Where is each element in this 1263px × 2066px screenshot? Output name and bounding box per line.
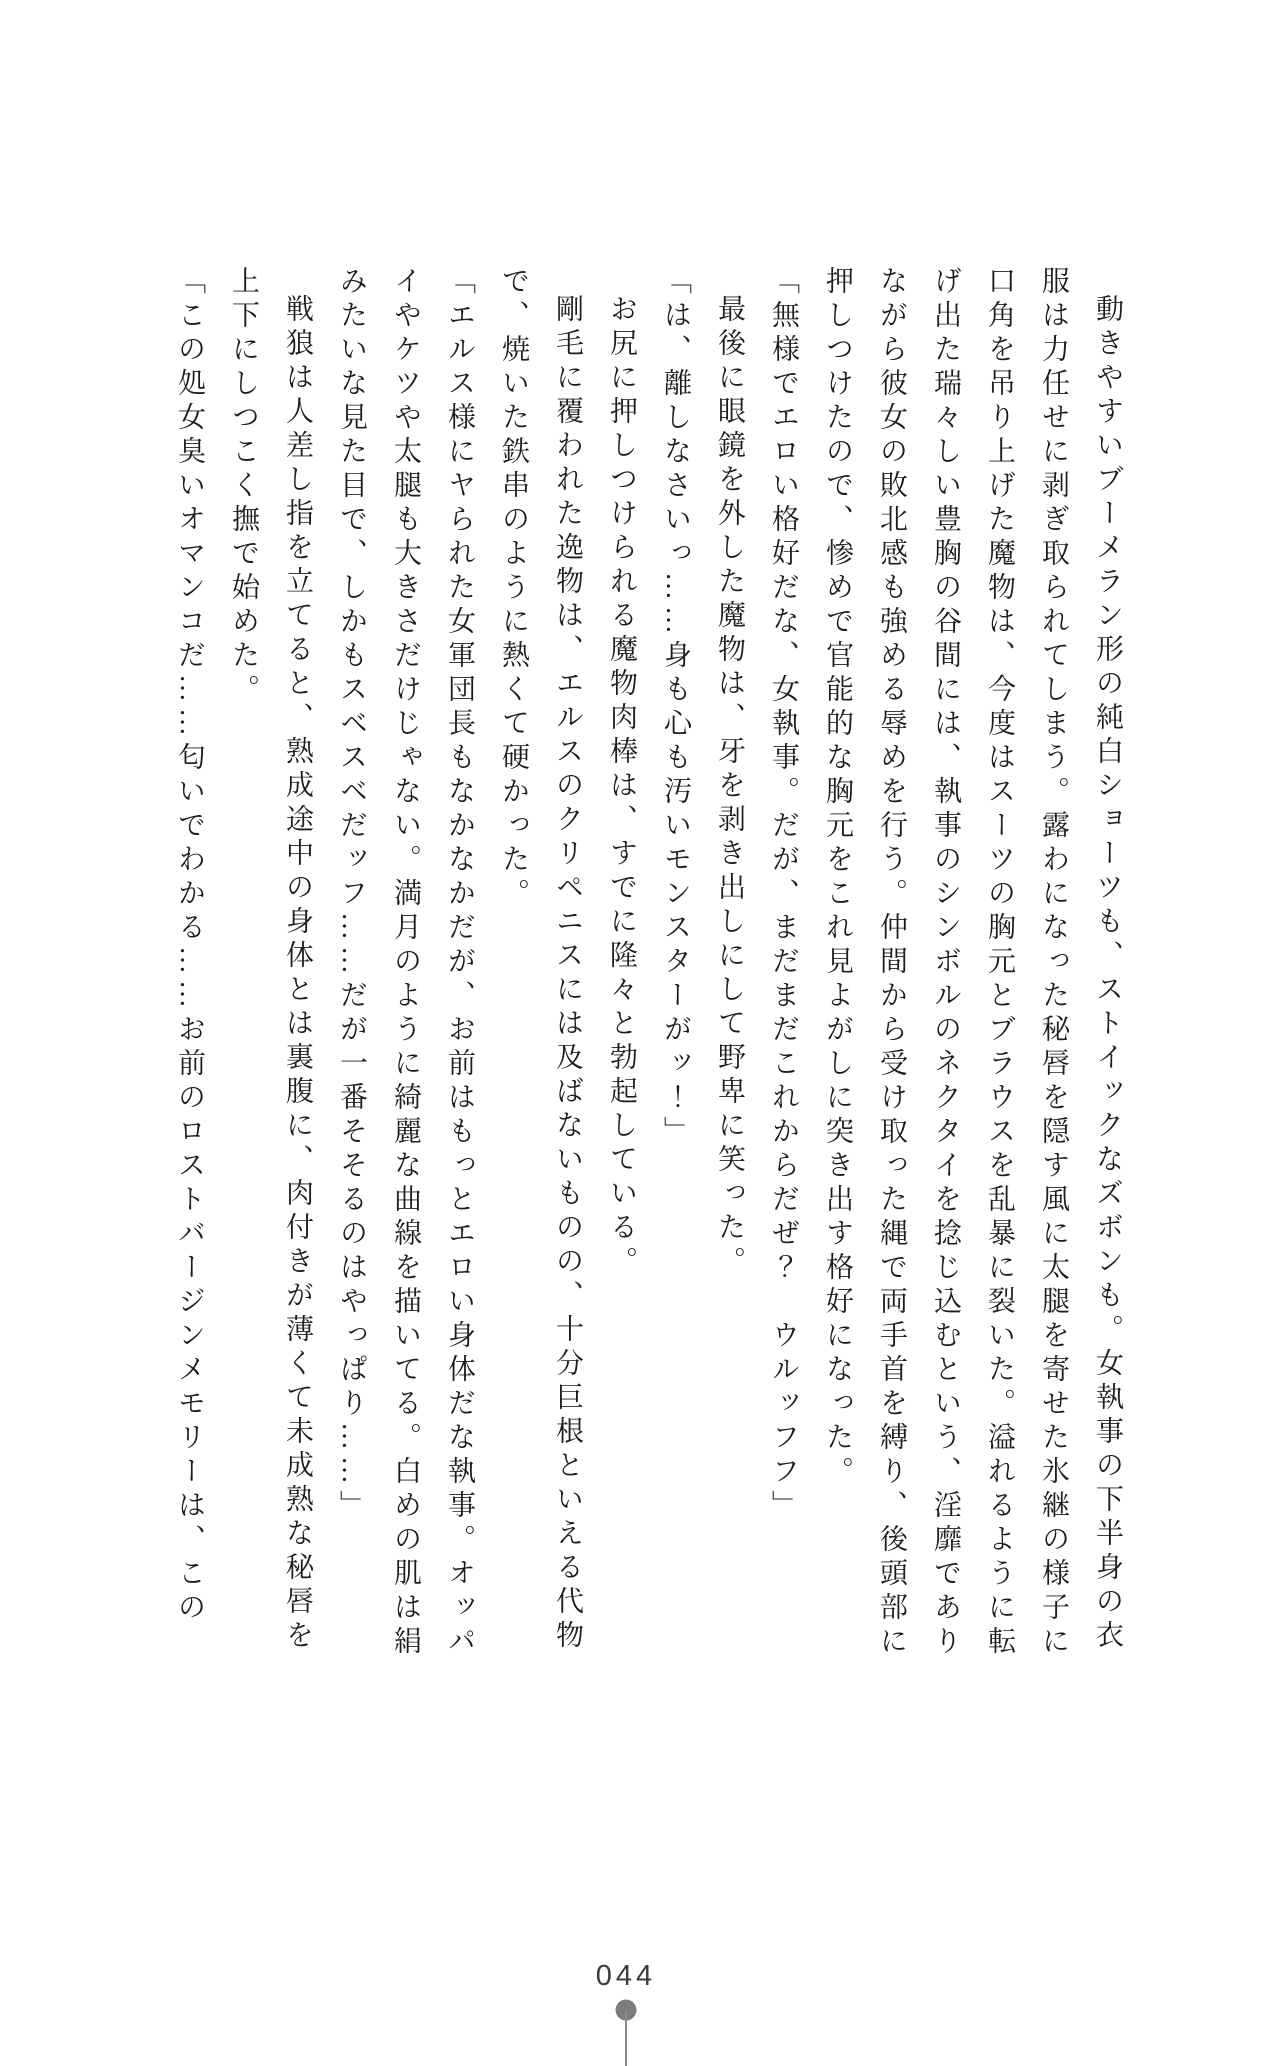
narration-paragraph: 剛毛に覆われた逸物は、エルスのクリペニスには及ばないものの、十分巨根といえる代物で、焼いた鉄串のように熱くて硬かった。 [498,266,583,1654]
narration-paragraph: 戦狼は人差し指を立てると、熟成途中の身体とは裏腹に、肉付きが薄くて未成熟な秘唇を上下にしつこく撫で始めた。 [228,266,313,1654]
narration-paragraph: 最後に眼鏡を外した魔物は、牙を剥き出しにして野卑に笑った。 [714,294,745,1280]
page-number: 044 [595,1960,657,1992]
dialogue-paragraph: 「無様でエロい格好だな、女執事。だが、まだまだこれからだぜ？ ウルッフフ」 [768,266,799,1524]
dialogue-paragraph: 「エルス様にヤられた女軍団長もなかなかだが、お前はもっとエロい身体だな執事。オッパイやケツや太腿も大きさだけじゃない。満月のように綺麗な曲線を描いてる。白めの肌は絹みたいな見た目で、しかもスベスベだッフ……だが一番そそるのはやっぱり……」 [336,266,475,1660]
page-marker-line [625,2010,627,2066]
narration-paragraph: 動きやすいブーメラン形の純白ショーツも、ストイックなズボンも。女執事の下半身の衣服は力任せに剥ぎ取られてしまう。露わになった秘唇を隠す風に太腿を寄せた氷継の様子に口角を吊り上げた魔物は、今度はスーツの胸元とブラウスを乱暴に裂いた。溢れるように転げ出た瑞々しい豊胸の谷間には、執事のシンボルのネクタイを捻じ込むという、淫靡でありながら彼女の敗北感も強める辱めを行う。仲間から受け取った縄で両手首を縛り、後頭部に押しつけたので、惨めで官能的な胸元をこれ見よがしに突き出す格好になった。 [822,266,1123,1660]
narration-paragraph: お尻に押しつけられる魔物肉棒は、すでに隆々と勃起している。 [606,294,637,1280]
dialogue-paragraph: 「は、離しなさいっ……身も心も汚いモンスターがッ！」 [660,266,691,1150]
text-block [162,266,1134,1666]
dialogue-paragraph: 「この処女臭いオマンコだ……匂いでわかる……お前のロストバージンメモリーは、この [174,266,205,1626]
